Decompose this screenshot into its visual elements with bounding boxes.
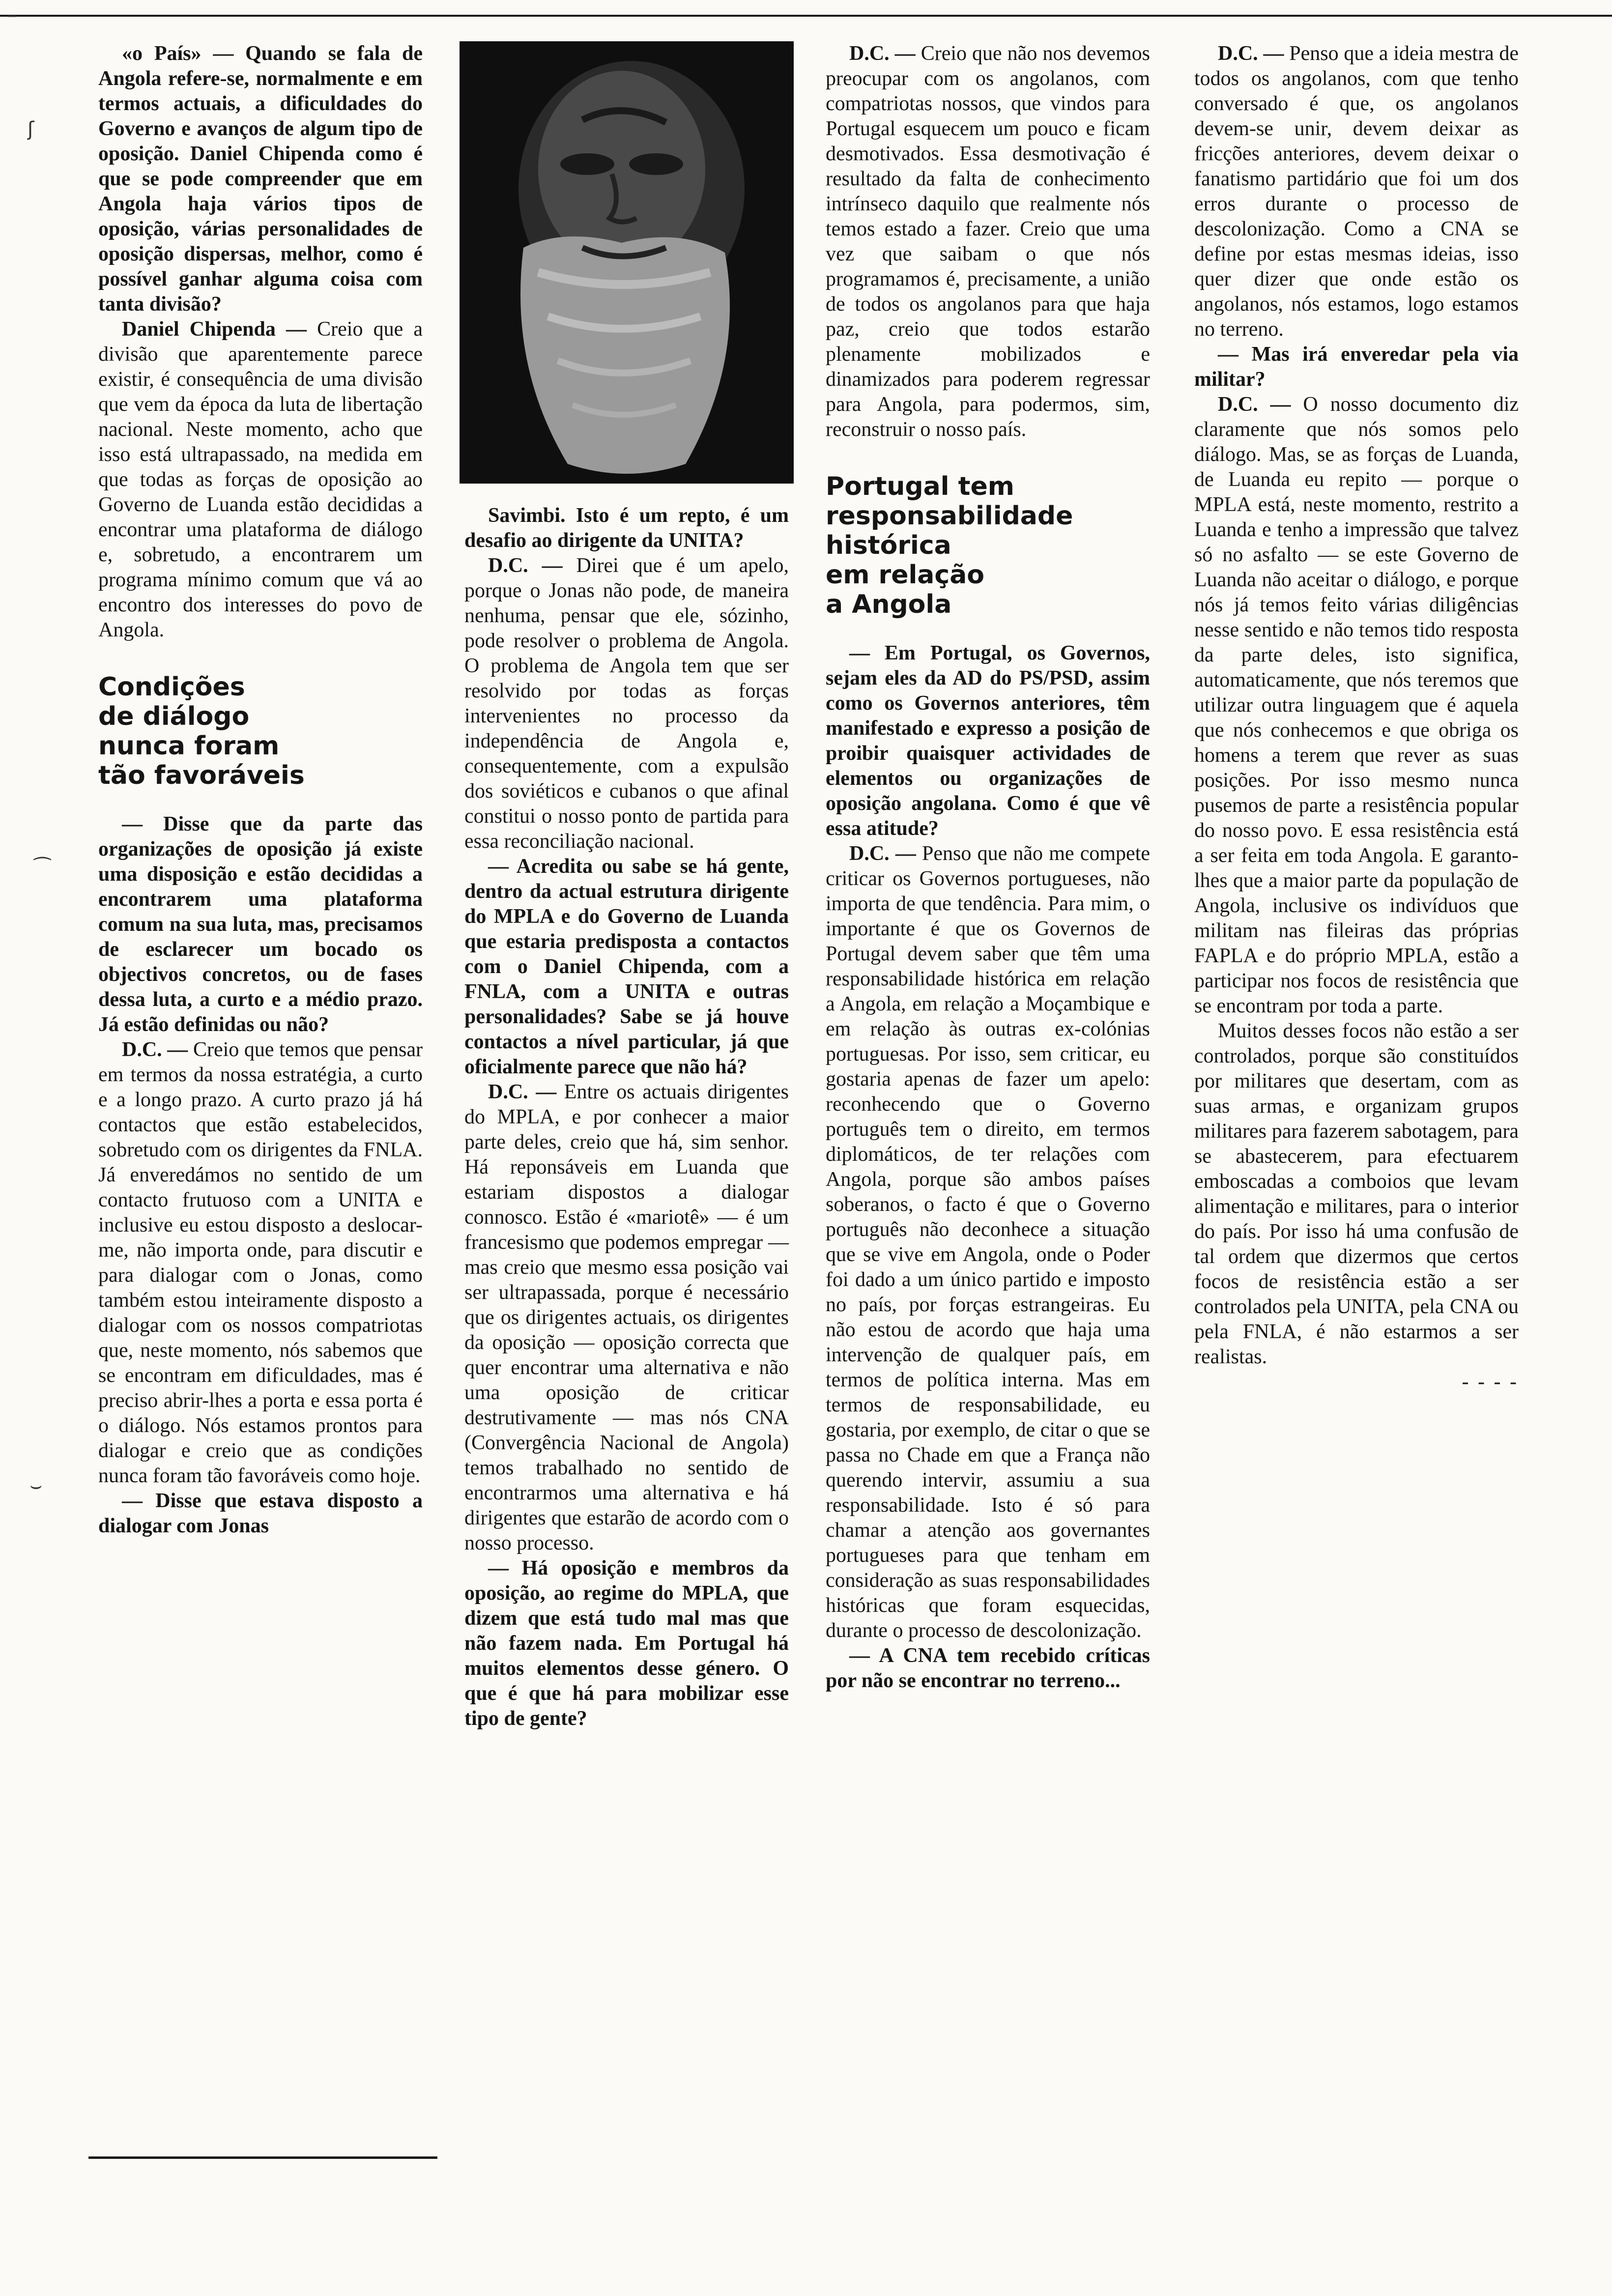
section-heading-line: tão favoráveis bbox=[98, 761, 305, 790]
speaker-label: D.C. — bbox=[488, 1081, 557, 1103]
portrait-photo bbox=[460, 41, 794, 484]
section-heading-line: Portugal tem bbox=[826, 472, 1014, 501]
interview-answer bbox=[464, 1080, 789, 1556]
article-column-2 bbox=[464, 41, 789, 1731]
interview-answer bbox=[1194, 392, 1519, 1019]
interview-question bbox=[1194, 342, 1519, 392]
speaker-label: D.C. — bbox=[1218, 393, 1291, 416]
section-heading bbox=[98, 672, 423, 790]
paragraph-text: Direi que é um apelo, porque o Jonas não pode, de maneira nenhuma, pensar que ele, sózinho, pode resolver o problema de Angola. O problema de Angola tem que ser resolvido por todas as forças intervenientes no processo da independência de Angola e, consequentemente, com a expulsão dos soviéticos e cubanos o que afinal constitui o nosso ponto de partida para essa reconciliação nacional. bbox=[464, 554, 789, 853]
speaker-label: Daniel Chipenda — bbox=[122, 318, 307, 341]
section-heading-line: em relação bbox=[826, 560, 985, 590]
paragraph-text: — Mas irá enveredar pela via militar? bbox=[1194, 343, 1519, 391]
interview-question bbox=[98, 812, 423, 1037]
article-column-3 bbox=[826, 41, 1150, 1693]
col1-bottom-rule bbox=[88, 2156, 437, 2159]
paragraph-text: Penso que a ideia mestra de todos os angolanos, com que tenho conversado é que, os angolanos devem-se unir, devem deixar as fricções anteriores, devem deixar o fanatismo partidário que foi um dos erros durante o processo de descolonização. Como a CNA se define por estas mesmas ideias, isso quer dizer que onde estão os angolanos, nós estamos, logo estamos no terreno. bbox=[1194, 42, 1519, 341]
paragraph-text: — A CNA tem recebido críticas por não se encontrar no terreno... bbox=[826, 1644, 1150, 1692]
end-mark: - - - - bbox=[1462, 1371, 1519, 1393]
paragraph-text: — Em Portugal, os Governos, sejam eles da AD do PS/PSD, assim como os Governos anteriores, têm manifestado e expresso a posição de proibir quaisquer actividades de elementos ou organizações de oposição angolana. Como é que vê essa atitude? bbox=[826, 642, 1150, 840]
section-heading-line: histórica bbox=[826, 531, 951, 560]
interview-answer bbox=[826, 41, 1150, 442]
section-heading-line: nunca foram bbox=[98, 731, 280, 761]
interview-question bbox=[826, 641, 1150, 841]
paragraph-text: Creio que não nos devemos preocupar com os angolanos, com compatriotas nossos, que vindos para Portugal esquecem um pouco e ficam desmotivados. Essa desmotivação é resultado da falta de conhecimento intrínseco daquilo que realmente nós temos estado a fazer. Creio que uma vez que saibam o que nós programamos é, precisamente, a união de todos os angolanos para que haja paz, creio que todos estarão plenamente mobilizados e dinamizados para poderem regressar para Angola, para podermos, sim, reconstruir o nosso país. bbox=[826, 42, 1150, 441]
speaker-label: D.C. — bbox=[849, 842, 916, 865]
paragraph-text: «o País» — Quando se fala de Angola refere-se, normalmente e em termos actuais, a dificuldades do Governo e avanços de algum tipo de oposição. Daniel Chipenda como é que se pode compreender que em Angola haja vários tipos de oposição, várias personalidades de oposição dispersas, melhor, como é possível ganhar alguma coisa com tanta divisão? bbox=[98, 42, 423, 316]
interview-question bbox=[464, 503, 789, 553]
section-heading-line: Condições bbox=[98, 672, 245, 702]
margin-mark: ⁀ bbox=[34, 858, 51, 880]
section-heading-line: responsabilidade bbox=[826, 501, 1073, 531]
section-heading bbox=[826, 472, 1150, 619]
paragraph-text: — Disse que da parte das organizações de oposição já existe uma disposição e estão decididas a encontrarem uma plataforma comum na sua luta, mas, precisamos de esclarecer um bocado os objectivos concretos, ou de fases dessa luta, a curto e a médio prazo. Já estão definidas ou não? bbox=[98, 813, 423, 1036]
margin-mark: – bbox=[7, 4, 17, 27]
paragraph-text: Creio que a divisão que aparentemente parece existir, é consequência de uma divisão que vem da época da luta de libertação nacional. Neste momento, acho que isso está ultrapassado, na medida em que todas as forças de oposição ao Governo de Luanda estão decididas a encontrar uma plataforma de diálogo e, sobretudo, a encontrarem um programa mínimo comum que vá ao encontro dos interesses do povo de Angola. bbox=[98, 318, 423, 641]
paragraph-text: Creio que temos que pensar em termos da nossa estratégia, a curto e a longo prazo. A curto prazo já há contactos que estão estabelecidos, sobretudo com os dirigentes da FNLA. Já enveredámos no sentido de um contacto frutuoso com a UNITA e inclusive eu estou disposto a deslocar-me, não importa onde, para discutir e para dialogar com o Jonas, como também estou inteiramente disposto a dialogar com os nossos compatriotas que, neste momento, nós sabemos que se encontram em dificuldades, mas é preciso abrir-lhes a porta e essa porta é o diálogo. Nós estamos prontos para dialogar e creio que as condições nunca foram tão favoráveis como hoje. bbox=[98, 1038, 423, 1487]
section-heading-line: a Angola bbox=[826, 590, 952, 619]
margin-mark: ⌣ bbox=[29, 1474, 43, 1497]
speaker-label: D.C. — bbox=[488, 554, 563, 577]
paragraph-text: — Há oposição e membros da oposição, ao regime do MPLA, que dizem que está tudo mal mas que não fazem nada. Em Portugal há muitos elementos desse género. O que é que há para mobilizar esse tipo de gente? bbox=[464, 1557, 789, 1730]
speaker-label: D.C. — bbox=[122, 1038, 188, 1061]
paragraph-text: — Disse que estava disposto a dialogar com Jonas bbox=[98, 1490, 423, 1537]
margin-mark: ʃ bbox=[28, 118, 34, 141]
section-heading-line: de diálogo bbox=[98, 702, 250, 731]
interview-question bbox=[826, 1643, 1150, 1693]
paragraph-text: Muitos desses focos não estão a ser controlados, porque são constituídos por militares que desertam, com as suas armas, e organizam grupos militares para fazerem sabotagem, para se abastecerem, para efectuarem emboscadas a comboios que levam alimentação e militares, para o interior do país. Por isso há uma confusão de tal ordem que dizermos que certos focos de resistência estão a ser controlados pela UNITA, pela CNA ou pela FNLA, é não estarmos a ser realistas. bbox=[1194, 1020, 1519, 1368]
interview-question bbox=[464, 854, 789, 1080]
paragraph bbox=[1194, 1019, 1519, 1370]
interview-answer bbox=[1194, 41, 1519, 342]
interview-answer bbox=[98, 1037, 423, 1489]
speaker-label: D.C. — bbox=[1218, 42, 1284, 65]
interview-question bbox=[464, 1556, 789, 1731]
article-column-4 bbox=[1194, 41, 1519, 1395]
article-column-1 bbox=[98, 41, 423, 1539]
interview-question bbox=[98, 1489, 423, 1539]
paragraph-text: Entre os actuais dirigentes do MPLA, e por conhecer a maior parte deles, creio que há, sim senhor. Há reponsáveis em Luanda que estariam dispostos a dialogar connosco. Estão é «mariotê» — é um francesismo que podemos empregar — mas creio que mesmo essa posição vai ser ultrapassada, porque é necessário que os dirigentes actuais, os dirigentes da oposição — oposição correcta que quer encontrar uma alternativa e não uma oposição de criticar destrutivamente — mas nós CNA (Convergência Nacional de Angola) temos trabalhado no sentido de encontrarmos uma alternativa e há dirigentes que estarão de acordo com o nosso processo. bbox=[464, 1081, 789, 1554]
top-rule bbox=[0, 15, 1612, 17]
interview-question bbox=[98, 41, 423, 317]
speaker-label: D.C. — bbox=[849, 42, 916, 65]
interview-answer bbox=[826, 841, 1150, 1643]
paragraph-text: — Acredita ou sabe se há gente, dentro da actual estrutura dirigente do MPLA e do Governo de Luanda que estaria predisposta a contactos com o Daniel Chipenda, com a FNLA, com a UNITA e outras personalidades? Sabe se já houve contactos a nível particular, já que oficialmente parece que não há? bbox=[464, 855, 789, 1078]
portrait-image bbox=[460, 41, 794, 484]
paragraph-text: Penso que não me compete criticar os Governos portugueses, não importa de que tendência. Para mim, o importante é que os Governos de Portugal devem saber que têm uma responsabilidade histórica em relação a Angola, em relação a Moçambique e em relação às outras ex-colónias portuguesas. Por isso, sem criticar, eu gostaria apenas de fazer um apelo: reconhecendo que o Governo português tem o direito, em termos diplomáticos, de ter relações com Angola, porque são ambos países soberanos, o facto é que o Governo português não deconhece a situação que se vive em Angola, onde o Poder foi dado a um único partido e imposto no país, por forças estrangeiras. Eu não estou de acordo que haja uma intervenção de qualquer país, em termos de política interna. Mas em termos de responsabilidade, eu gostaria, por exemplo, de citar o que se passa no Chade em que a França não querendo intervir, assumiu a sua responsabilidade. Isto é só para chamar a atenção aos governantes portugueses para que tenham em consideração as suas responsabilidades históricas que foram esquecidas, durante o processo de descolonização. bbox=[826, 842, 1150, 1642]
interview-answer bbox=[464, 553, 789, 854]
paragraph-text: Savimbi. Isto é um repto, é um desafio ao dirigente da UNITA? bbox=[464, 504, 789, 552]
interview-answer bbox=[98, 317, 423, 643]
paragraph-text: O nosso documento diz claramente que nós somos pelo diálogo. Mas, se as forças de Luanda, de Luanda eu repito — porque o MPLA está, neste momento, restrito a Luanda e tenho a impressão que talvez só no asfalto — se este Governo de Luanda não aceitar o diálogo, e porque nós já temos feito várias diligências nesse sentido e não temos tido resposta da parte deles, isto significa, automaticamente, que nós teremos que utilizar outra linguagem que é aquela que nós conhecemos e que obriga os homens a terem que rever as suas posições. Por isso mesmo nunca pusemos de parte a resistência popular do nosso povo. E essa resistência está a ser feita em toda Angola. E garanto-lhes que a maior parte da população de Angola, inclusive os indivíduos que militam nas fileiras das próprias FAPLA e do próprio MPLA, estão a participar nos focos de resistência que se encontram por toda a parte. bbox=[1194, 393, 1519, 1017]
